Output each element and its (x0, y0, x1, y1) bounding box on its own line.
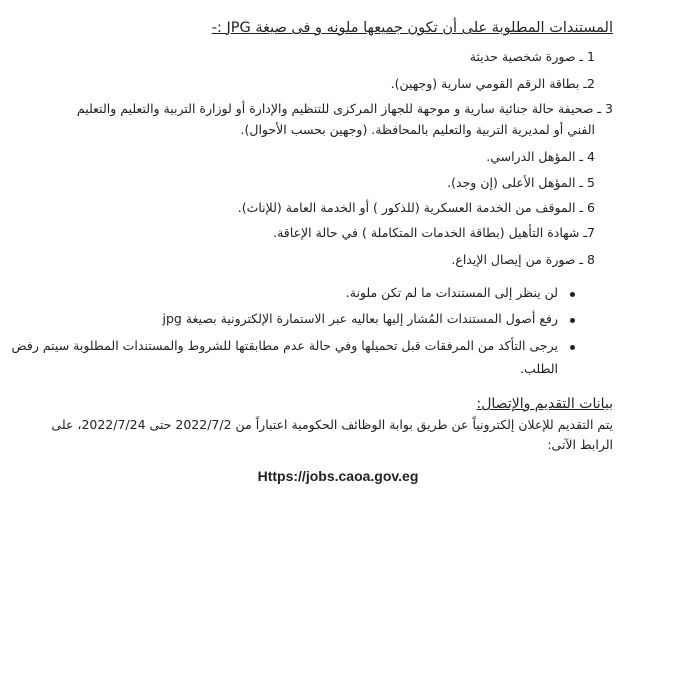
list-item-5: 5 ـ المؤهل الأعلى (إن وجد). (447, 175, 595, 190)
application-link[interactable]: Https://jobs.caoa.gov.eg (257, 468, 419, 484)
list-item-1: 1 ـ صورة شخصية حديثة (469, 49, 595, 64)
note-item-3: يرجى التأكد من المرفقات قبل تحميلها وفي حالة عدم مطابقتها للشروط والمستندات المطلوبة سيتم رفض (11, 338, 558, 353)
bullet-icon (570, 318, 575, 323)
list-item-3-continued: الفني أو لمديرية التربية والتعليم بالمحافظة. (وجهين بحسب الأحوال). (240, 122, 595, 137)
note-item-2: رفع أصول المستندات المُشار إليها بعاليه عبر الاستمارة الإلكترونية بصيغة jpg (162, 311, 558, 326)
section-title: بيانات التقديم والإتصال: (476, 396, 613, 412)
page-title: المستندات المطلوبة على أن تكون جميعها ملونه و فى صيغة JPG :- (211, 20, 613, 36)
bullet-icon (570, 292, 575, 297)
note-item-3-continued: الطلب. (520, 361, 558, 376)
list-item-2: 2ـ بطاقة الرقم القومي سارية (وجهين). (390, 76, 595, 91)
list-item-6: 6 ـ الموقف من الخدمة العسكرية (للذكور ) أو الخدمة العامة (للإناث). (237, 200, 595, 215)
application-text-continued: الرابط الآتى: (547, 437, 613, 452)
list-item-7: 7ـ شهادة التأهيل (بطاقة الخدمات المتكاملة ) في حالة الإعاقة. (273, 225, 595, 240)
note-item-1: لن ينظر إلى المستندات ما لم تكن ملونة. (345, 285, 558, 300)
list-item-8: 8 ـ صورة من إيصال الإيداع. (451, 252, 595, 267)
list-item-3: 3 ـ صحيفة حالة جنائية سارية و موجهة للجهاز المركزى للتنظيم والإدارة أو لوزارة التربية والتعليم والتعليم (76, 101, 613, 116)
application-text: يتم التقديم للإعلان إلكترونياً عن طريق بوابة الوظائف الحكومية اعتباراً من 2022/7/2 حتى 2022/7/24، على (51, 417, 613, 432)
list-item-4: 4 ـ المؤهل الدراسي. (486, 149, 595, 164)
bullet-icon (570, 345, 575, 350)
